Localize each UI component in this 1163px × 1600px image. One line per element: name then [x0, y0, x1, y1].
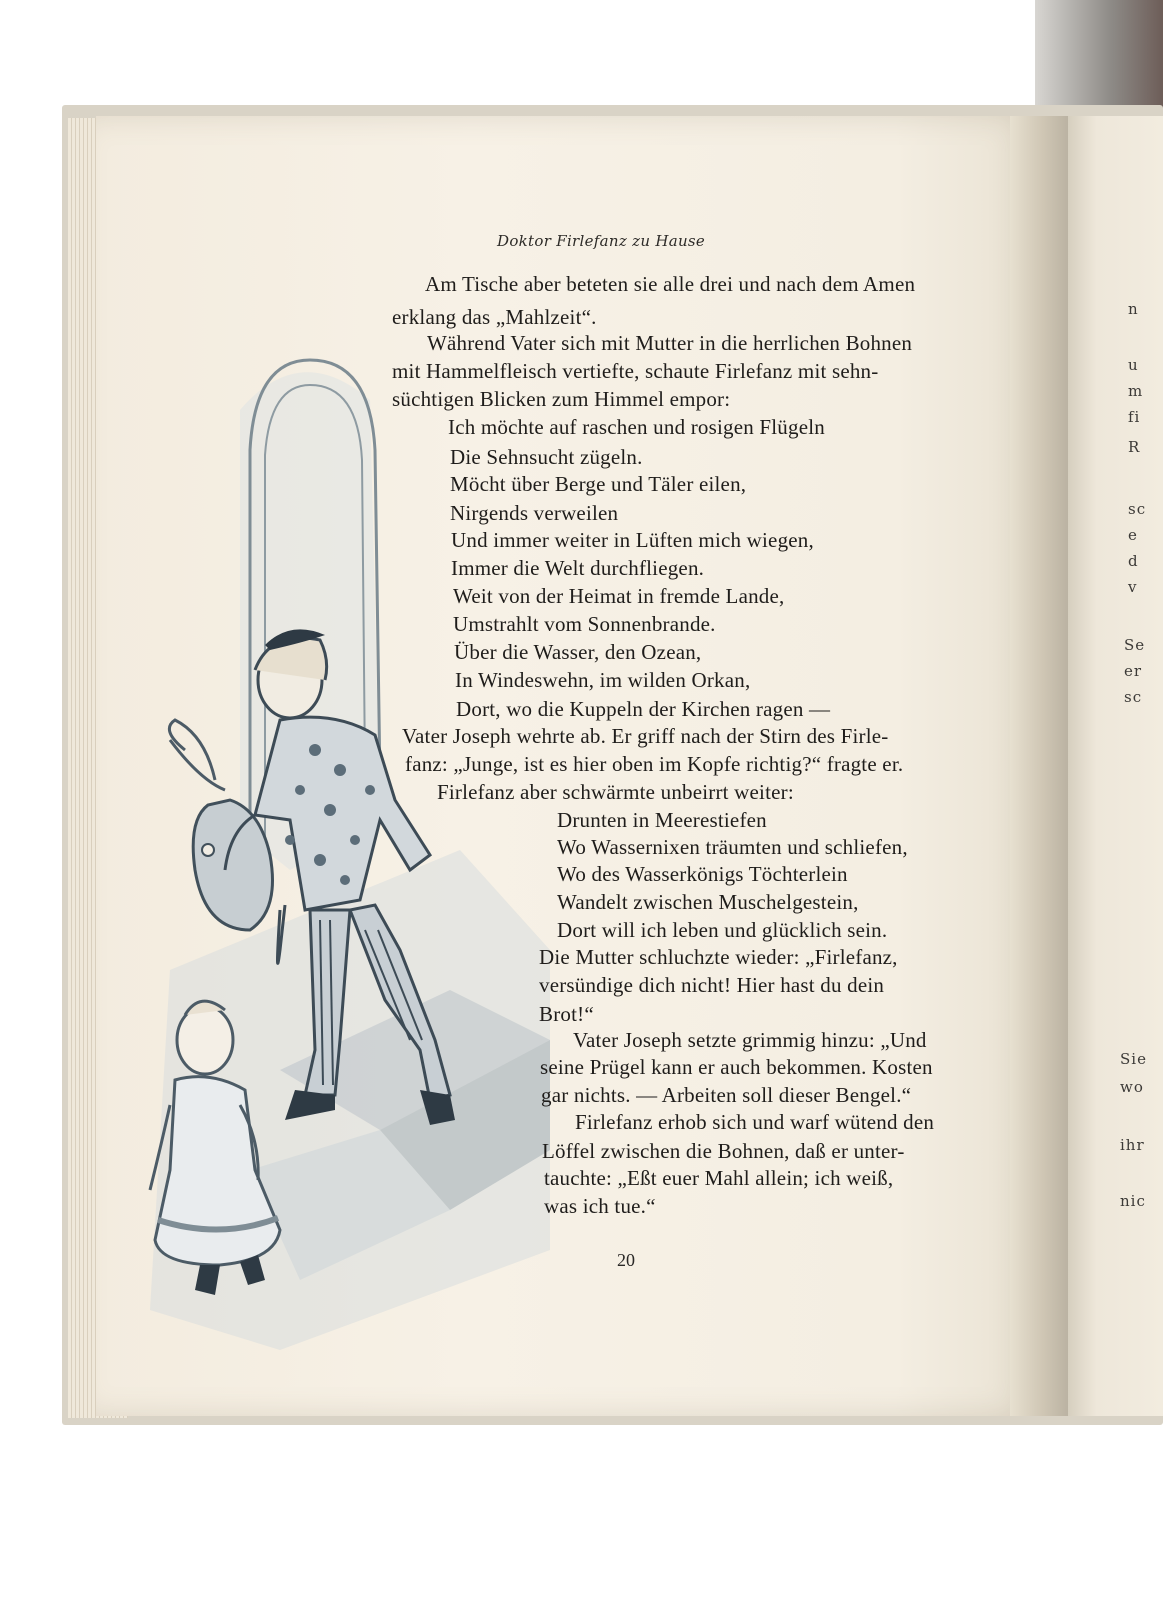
text-line: Löffel zwischen die Bohnen, daß er unter-: [542, 1139, 905, 1163]
text-line: Vater Joseph wehrte ab. Er griff nach der Stirn des Firle-: [402, 724, 889, 748]
text-line: mit Hammelfleisch vertiefte, schaute Firlefanz mit sehn-: [392, 359, 879, 383]
text-line: fanz: „Junge, ist es hier oben im Kopfe richtig?“ fragte er.: [405, 752, 904, 776]
next-page-fragment: fi: [1128, 408, 1141, 426]
scan-shadow: [1035, 0, 1163, 118]
next-page-fragment: m: [1128, 382, 1144, 400]
next-page-fragment: u: [1128, 356, 1139, 374]
text-line: Während Vater sich mit Mutter in die herrlichen Bohnen: [427, 331, 913, 355]
next-page-fragment: d: [1128, 552, 1139, 570]
poem-line: Über die Wasser, den Ozean,: [454, 640, 702, 664]
next-page-fragment: v: [1128, 578, 1138, 596]
poem-line: Die Sehnsucht zügeln.: [450, 445, 643, 469]
poem-line: Ich möchte auf raschen und rosigen Flügeln: [448, 415, 825, 439]
next-page-fragment: ihr: [1120, 1136, 1145, 1154]
next-page-fragment: e: [1128, 526, 1138, 544]
poem-line: Drunten in Meerestiefen: [557, 808, 767, 832]
text-line: erklang das „Mahlzeit“.: [392, 305, 597, 329]
book-gutter: [1010, 116, 1070, 1416]
poem-line: Umstrahlt vom Sonnenbrande.: [453, 612, 716, 636]
next-page-fragment: sc: [1128, 500, 1147, 518]
poem-line: In Windeswehn, im wilden Orkan,: [455, 668, 751, 692]
text-line: tauchte: „Eßt euer Mahl allein; ich weiß,: [544, 1166, 894, 1190]
poem-line: Dort will ich leben und glücklich sein.: [557, 918, 888, 942]
poem-line: Weit von der Heimat in fremde Lande,: [453, 584, 785, 608]
poem-line: Immer die Welt durchfliegen.: [451, 556, 705, 580]
next-page-fragment: nic: [1120, 1192, 1146, 1210]
next-page-fragment: er: [1124, 662, 1143, 680]
poem-line: Und immer weiter in Lüften mich wiegen,: [451, 528, 814, 552]
text-line: Am Tische aber beteten sie alle drei und nach dem Amen: [425, 272, 916, 296]
running-head: Doktor Firlefanz zu Hause: [497, 232, 706, 250]
poem-line: Möcht über Berge und Täler eilen,: [450, 472, 747, 496]
text-line: Die Mutter schluchzte wieder: „Firlefanz,: [539, 945, 898, 969]
next-page-fragment: Se: [1124, 636, 1146, 654]
text-line: versündige dich nicht! Hier hast du dein: [539, 973, 885, 997]
next-page-fragment: Sie: [1120, 1050, 1147, 1068]
next-page-fragment: wo: [1120, 1078, 1144, 1096]
text-line: seine Prügel kann er auch bekommen. Kosten: [540, 1055, 933, 1079]
poem-line: Wo des Wasserkönigs Töchterlein: [557, 862, 848, 886]
page-number: 20: [617, 1250, 635, 1270]
text-line: Vater Joseph setzte grimmig hinzu: „Und: [573, 1028, 927, 1052]
illustration-firlefanz-and-doll: [130, 350, 550, 1350]
poem-line: Wandelt zwischen Muschelgestein,: [557, 890, 859, 914]
next-page-fragment: R: [1128, 438, 1141, 456]
book-page-right: [1068, 116, 1163, 1416]
text-line: süchtigen Blicken zum Himmel empor:: [392, 387, 731, 411]
text-line: was ich tue.“: [544, 1194, 656, 1218]
next-page-fragment: n: [1128, 300, 1139, 318]
poem-line: Dort, wo die Kuppeln der Kirchen ragen —: [456, 697, 831, 721]
text-line: Brot!“: [539, 1002, 594, 1026]
poem-line: Wo Wassernixen träumten und schliefen,: [557, 835, 908, 859]
next-page-fragment: sc: [1124, 688, 1143, 706]
poem-line: Nirgends verweilen: [450, 501, 619, 525]
text-line: Firlefanz erhob sich und warf wütend den: [575, 1110, 935, 1134]
text-line: Firlefanz aber schwärmte unbeirrt weiter:: [437, 780, 794, 804]
text-line: gar nichts. — Arbeiten soll dieser Bengel.“: [541, 1083, 912, 1107]
